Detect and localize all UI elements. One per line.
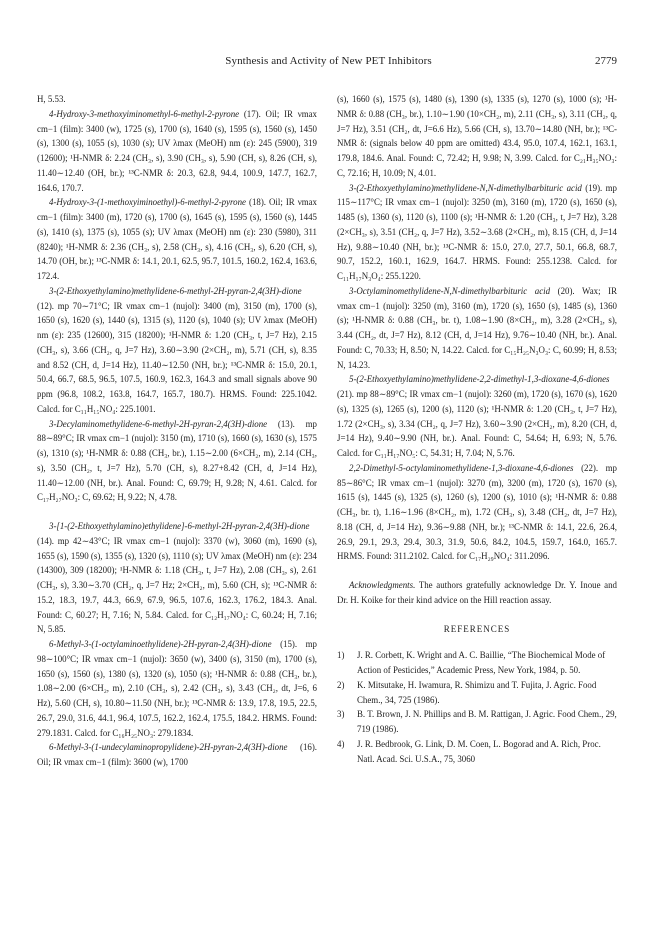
- compound-data: (19). mp 115∼117°C; IR νmax cm−1 (nujol): 3250 (m), 3160 (m), 1720 (s), 1650 (s), 1485 (s), 1360 (s), 1120 (s), 1100 (s); ¹H-NMR δ: 1.20 (CH₃, t, J=7 Hz), 3.28 (2×CH₃, s), 3.51 (CH₂, q, J=7 Hz), 3.52∼3.68 (2×CH₂, m), 8.15 (CH, d, J=14 Hz), 9.88∼10.40 (NH, br.); ¹³C-NMR δ: 15.0, 27.0, 27.7, 50.1, 66.8, 68.7, 90.7, 152.2, 160.1, 162.9, 164.7. HRMS. Found: 255.1238. Calcd. for C₁₁H₁₇N₃O₄: 255.1220.: [337, 182, 617, 281]
- compound-entry: [337, 461, 617, 564]
- compound-entry: [337, 181, 617, 284]
- header-title: Synthesis and Activity of New PET Inhibitors: [225, 55, 432, 67]
- acknowledgments: [337, 578, 617, 608]
- left-column: [37, 92, 317, 770]
- compound-name: 3-(2-Ethoxyethylamino)methylidene-N,N-dimethylbarbituric acid: [349, 182, 582, 193]
- compound-data: (13). mp 88∼89°C; IR νmax cm−1 (nujol): 3150 (m), 1710 (s), 1660 (s), 1630 (s), 1575 (s), 1310 (s); ¹H-NMR δ: 0.88 (CH₃, br.), 1.15∼2.00 (6×CH₂, m), 2.14 (CH₃, s), 3.50 (CH₂, t, J=7 Hz), 5.70 (CH, s), 8.27+8.42 (CH, d, J=14 Hz), 11.40∼12.00 (NH, br.). Anal. Found: C, 69.79; H, 9.28; N, 4.61. Calcd. for C₁₇H₂₇NO₃: C, 69.62; H, 9.22; N, 4.78.: [37, 418, 317, 503]
- reference-item: [337, 648, 617, 678]
- reference-text: K. Mitsutake, H. Iwamura, R. Shimizu and T. Fujita, J. Agric. Food Chem., 34, 725 (1986).: [357, 679, 597, 705]
- reference-text: J. R. Corbett, K. Wright and A. C. Baillie, “The Biochemical Mode of Action of Pesticides,” Academic Press, New York, 1984, p. 50.: [357, 650, 606, 675]
- reference-text: J. R. Bedbrook, G. Link, D. M. Coen, L. Bogorad and A. Rich, Proc. Natl. Acad. Sci. U.S.A., 75, 3060: [357, 738, 601, 764]
- compound-name: 3-Octylaminomethylidene-N,N-dimethylbarbituric acid: [349, 285, 551, 296]
- references-title: REFERENCES: [443, 623, 511, 634]
- compound-entry: [37, 637, 317, 740]
- compound-data: (21). mp 88∼89°C; IR νmax cm−1 (nujol): 3260 (m), 1720 (s), 1670 (s), 1620 (s), 1325 (s), 1265 (s), 1200 (s), 1120 (s); ¹H-NMR δ: 1.20 (CH₃, t, J=7 Hz), 1.72 (2×CH₃, s), 3.34 (CH₂, q, J=7 Hz), 3.60∼3.90 (2×CH₂, m), 8.20 (CH, d, J=14 Hz), 9.40∼9.90 (NH, br.). Anal. Found: C, 54.64; H, 6.93; N, 5.76. Calcd. for C₁₁H₁₇NO₅: C, 54.31; H, 7.04; N, 5.76.: [337, 389, 617, 458]
- compound-data: (15). mp 98∼100°C; IR νmax cm−1 (nujol): 3650 (w), 3400 (s), 3150 (m), 1700 (s), 1650 (s), 1560 (s), 1380 (s), 1320 (s), 1050 (s); ¹H-NMR δ: 0.88 (CH₃, br.), 1.08∼2.00 (6×CH₂, m), 2.10 (CH₃, s), 2.42 (CH₃, s), 3.43 (CH₂, dt, J=6, 6 Hz), 5.60 (CH, s), 10.80∼11.50 (NH, br.); ¹³C-NMR δ: 13.9, 17.8, 19.5, 22.5, 26.7, 29.0, 31.6, 44.1, 96.4, 107.5, 162.2, 162.4, 175.5, 184.2. HRMS. Found: 279.1831. Calcd. for C₁₆H₂₅NO₃: 279.1834.: [37, 639, 317, 738]
- compound-entry: [37, 107, 317, 196]
- references-list: [337, 648, 617, 766]
- compound-name: 4-Hydroxy-3-methoxyiminomethyl-6-methyl-2-pyrone: [49, 108, 240, 119]
- right-column-entries: [337, 92, 617, 564]
- compound-name: 4-Hydroxy-3-(1-methoxyiminoethyl)-6-methyl-2-pyrone: [49, 197, 246, 208]
- compound-entry: [37, 417, 317, 506]
- compound-data: (20). Wax; IR νmax cm−1 (nujol): 3250 (m), 3160 (m), 1720 (s), 1650 (s), 1485 (s), 1360 (s); ¹H-NMR δ: 0.88 (CH₃, br. t), 1.08∼1.90 (8×CH₂, m), 3.28 (2×CH₃, s), 3.44 (CH₂, dt, J=7 Hz), 8.12 (CH, d, J=14 Hz), 9.76∼10.40 (NH, br.). Anal. Found: C, 70.33; H, 8.50; N, 14.22. Calcd. for C₁₅H₂₅N₃O₃: C, 60.99; H, 8.53; N, 14.23.: [337, 285, 617, 370]
- reference-number: 1): [337, 650, 345, 661]
- compound-name: 6-Methyl-3-(1-octylaminoethylidene)-2H-pyran-2,4(3H)-dione: [49, 639, 272, 649]
- compound-name: 3-Decylaminomethylidene-6-methyl-2H-pyran-2,4(3H)-dione: [49, 418, 268, 429]
- reference-text: B. T. Brown, J. N. Phillips and B. M. Rattigan, J. Agric. Food Chem., 29, 719 (1986).: [357, 709, 617, 734]
- compound-name: 3-(2-Ethoxyethylamino)methylidene-6-methyl-2H-pyran-2,4(3H)-dione: [49, 285, 302, 296]
- compound-entry: [37, 740, 317, 770]
- acknowledgments-text: The authors gratefully acknowledge Dr. Y. Inoue and Dr. H. Koike for their kind advice on the Hill reaction assay.: [337, 580, 617, 605]
- page-number: 2779: [595, 55, 617, 67]
- compound-data: (17). Oil; IR νmax cm−1 (film): 3400 (w), 1725 (s), 1700 (s), 1640 (s), 1595 (s), 1560 (s), 1450 (s), 1300 (s), 1055 (s), 1030 (s); UV λmax (MeOH) nm (ε): 245 (5900), 319 (12600); ¹H-NMR δ: 2.24 (CH₃, s), 3.90 (CH₃, s), 5.90 (CH, s), 8.26 (CH, s), 11.40∼12.40 (OH, br.); ¹³C-NMR δ: 20.3, 62.8, 94.4, 100.9, 147.7, 162.7, 164.6, 170.7.: [37, 108, 317, 193]
- right-column: [337, 92, 617, 766]
- compound-data: (16). Oil; IR νmax cm−1 (film): 3600 (w), 1700: [37, 742, 317, 767]
- compound-entry: [37, 519, 317, 637]
- acknowledgments-heading: Acknowledgments.: [349, 580, 416, 590]
- reference-item: [337, 737, 617, 767]
- compound-data: (14). mp 42∼43°C; IR νmax cm−1 (nujol): 3370 (w), 3060 (m), 1690 (s), 1655 (s), 1590 (s), 1355 (s), 1320 (s), 1110 (s); UV λmax (MeOH) nm (ε): 234 (14300), 309 (18200); ¹H-NMR δ: 1.18 (CH₃, t, J=7 Hz), 2.08 (CH₃, s), 2.61 (CH₃, s), 3.30∼3.70 (CH₂, q, J=7 Hz; 2×CH₂, m), 5.60 (CH, s); ¹³C-NMR δ: 15.2, 18.3, 19.7, 44.3, 66.9, 67.9, 96.5, 107.6, 162.3, 176.2, 184.3. Anal. Found: C, 60.27; H, 7.16; N, 5.84. Calcd. for C₁₂H₁₇NO₄: C, 60.24; H, 7.16; N, 5.85.: [37, 535, 317, 635]
- compound-data: (18). Oil; IR νmax cm−1 (film): 3400 (m), 1720 (s), 1700 (s), 1645 (s), 1595 (s), 1560 (s), 1445 (s), 1410 (s), 1375 (s), 1055 (s); UV λmax (MeOH) nm (ε): 230 (5980), 311 (8240); ¹H-NMR δ: 2.36 (CH₃, s), 2.58 (CH₃, s), 4.16 (CH₃, s), 6.20 (CH, s), 14.70 (OH, br.); ¹³C-NMR δ: 14.1, 20.1, 62.5, 95.7, 101.5, 160.2, 162.4, 163.6, 172.4.: [37, 197, 317, 281]
- reference-item: [337, 678, 617, 708]
- reference-number: 4): [337, 738, 345, 749]
- compound-name: 6-Methyl-3-(1-undecylaminopropylidene)-2H-pyran-2,4(3H)-dione: [49, 742, 288, 753]
- compound-name: 3-[1-(2-Ethoxyethylamino)ethylidene]-6-methyl-2H-pyran-2,4(3H)-dione: [49, 521, 310, 531]
- compound-entry: [37, 195, 317, 284]
- continued-text: H, 5.53.: [37, 94, 66, 104]
- compound-entry: [337, 284, 617, 373]
- compound-entry: [37, 284, 317, 417]
- compound-data: (12). mp 70∼71°C; IR νmax cm−1 (nujol): 3400 (m), 3150 (m), 1700 (s), 1650 (s), 1620 (s), 1440 (s), 1315 (s), 1120 (s), 1040 (s); UV λmax (MeOH) nm (ε): 235 (12600), 315 (18200); ¹H-NMR δ: 1.20 (CH₃, t, J=7 Hz), 2.15 (CH₃, s), 3.66 (CH₂, q, J=7 Hz), 3.60∼3.90 (2×CH₂, m), 5.71 (CH, s), 8.35 and 8.52 (CH, d, J=14 Hz), 11.40∼12.50 (NH, br.); ¹³C-NMR δ: 15.0, 20.1, 50.4, 66.7, 68.5, 96.5, 107.5, 160.9, 162.3, 164.3 and small signals above 90 ppm (96.8, 108.2, 163.8, 164.7, 165.7, 180.7). HRMS. Found: 225.1042. Calcd. for C₁₁H₁₅NO₄: 225.1001.: [37, 300, 317, 414]
- reference-number: 3): [337, 709, 345, 720]
- continued-text: (s), 1660 (s), 1575 (s), 1480 (s), 1390 (s), 1335 (s), 1270 (s), 1000 (s); ¹H-NMR δ: 0.88 (CH₃, br.), 1.10∼1.90 (10×CH₂, m), 2.11 (CH₃, s), 3.11 (CH₂, q, J=7 Hz), 3.51 (CH₂, dt, J=6.6 Hz), 5.66 (CH, s), 13.70∼14.80 (NH, br.); ¹³C-NMR δ: (signals below 40 ppm are omitted) 43.4, 95.0, 107.4, 162.1, 163.1, 179.8, 184.6. Anal. Found: C, 72.42; H, 9.98; N, 3.99. Calcd. for C₂₁H₃₅NO₃: C, 72.16; H, 10.09; N, 4.01.: [337, 94, 617, 178]
- compound-name: 5-(2-Ethoxyethylamino)methylidene-2,2-dimethyl-1,3-dioxane-4,6-diones: [349, 374, 610, 385]
- compound-entry: [337, 372, 617, 461]
- reference-item: [337, 707, 617, 737]
- compound-data: (22). mp 85∼86°C; IR νmax cm−1 (nujol): 3270 (m), 3200 (m), 1720 (s), 1670 (s), 1615 (s), 1445 (s), 1325 (s), 1260 (s), 1200 (s), 1010 (s); ¹H-NMR δ: 0.88 (CH₃, br. t), 1.16∼1.96 (8×CH₂, m), 1.72 (CH₃, s), 3.48 (CH₂, dt, J=7 Hz), 8.18 (CH, d, J=14 Hz), 9.36∼9.88 (NH, br.); ¹³C-NMR δ: 14.1, 22.6, 26.4, 26.9, 29.1, 29.3, 29.4, 30.3, 31.9, 50.6, 84.2, 104.5, 159.7, 164.0, 165.7. HRMS. Found: 311.2102. Calcd. for C₁₇H₂₉NO₄: 311.2096.: [337, 462, 617, 562]
- reference-number: 2): [337, 679, 345, 690]
- compound-name: 2,2-Dimethyl-5-octylaminomethylidene-1,3-dioxane-4,6-diones: [349, 462, 574, 473]
